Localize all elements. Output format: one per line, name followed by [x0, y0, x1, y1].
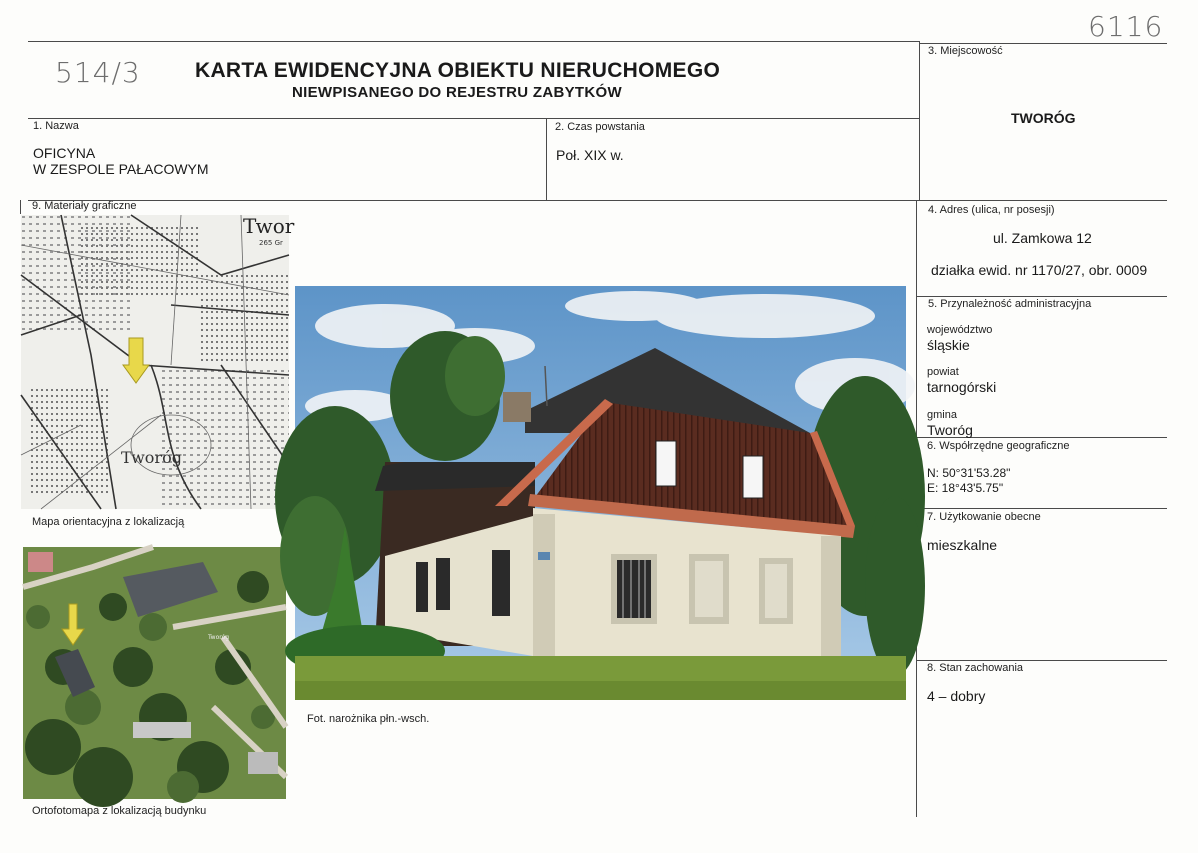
field-label-nazwa: 1. Nazwa	[33, 120, 79, 132]
field-value-adres-street: ul. Zamkowa 12	[993, 230, 1092, 246]
orthophoto-map	[23, 547, 286, 799]
rule-8	[917, 660, 1167, 661]
rule-5	[917, 296, 1167, 297]
field-value-nazwa-line2: W ZESPOLE PAŁACOWYM	[33, 161, 209, 177]
handwritten-number-top-left: 514/3	[55, 56, 141, 89]
map-caption: Mapa orientacyjna z lokalizacją	[32, 516, 185, 528]
coord-north: N: 50°31'53.28"	[927, 466, 1011, 480]
ortho-caption: Ortofotomapa z lokalizacją budynku	[32, 805, 207, 817]
map-label-elevation: 265 Gr	[259, 239, 283, 247]
field-value-czas: Poł. XIX w.	[556, 147, 624, 163]
rule-7	[917, 508, 1167, 509]
page-title: KARTA EWIDENCYJNA OBIEKTU NIERUCHOMEGO	[195, 59, 721, 82]
field-value-adres-parcel: działka ewid. nr 1170/27, obr. 0009	[931, 262, 1148, 278]
orientation-map	[21, 214, 295, 509]
field-value-miejscowosc: TWORÓG	[1011, 110, 1076, 126]
gmina-label: gmina	[927, 409, 957, 421]
field-value-stan: 4 – dobry	[927, 688, 986, 704]
gmina-value: Tworóg	[927, 422, 973, 438]
field-label-przynaleznosc: 5. Przynależność administracyjna	[928, 298, 1092, 310]
field-label-czas: 2. Czas powstania	[555, 121, 645, 133]
powiat-label: powiat	[927, 366, 959, 378]
ortho-label: Tworóg	[208, 634, 230, 641]
field-value-uzytkowanie: mieszkalne	[927, 537, 998, 553]
photo-caption: Fot. narożnika płn.-wsch.	[307, 713, 430, 725]
building-photo	[295, 286, 906, 700]
map-left-edge	[20, 200, 21, 214]
map-label-tworog: Tworóg	[121, 448, 182, 467]
coord-east: E: 18°43'5.75"	[927, 481, 1004, 495]
field-label-materialy: 9. Materiały graficzne	[32, 200, 137, 212]
top-rule	[28, 41, 920, 42]
field-label-adres: 4. Adres (ulica, nr posesji)	[928, 204, 1055, 216]
right-column-divider	[919, 41, 920, 201]
field-value-nazwa-line1: OFICYNA	[33, 145, 96, 161]
field-label-uzytkowanie: 7. Użytkowanie obecne	[927, 511, 1041, 523]
right-column-top-rule	[920, 43, 1167, 44]
handwritten-number-top-right: 6116	[1088, 10, 1164, 43]
field-label-stan: 8. Stan zachowania	[927, 662, 1024, 674]
field-label-miejscowosc: 3. Miejscowość	[928, 45, 1003, 57]
map-label-twor: Twor	[243, 214, 295, 238]
woj-value: śląskie	[927, 337, 970, 353]
row1-bottom-rule	[28, 200, 1167, 201]
woj-label: województwo	[927, 324, 993, 336]
page-subtitle: NIEWPISANEGO DO REJESTRU ZABYTKÓW	[292, 84, 622, 101]
name-time-divider	[546, 118, 547, 200]
header-bottom-rule	[28, 118, 920, 119]
powiat-value: tarnogórski	[927, 379, 997, 395]
field-label-wspolrzedne: 6. Współrzędne geograficzne	[927, 440, 1070, 452]
